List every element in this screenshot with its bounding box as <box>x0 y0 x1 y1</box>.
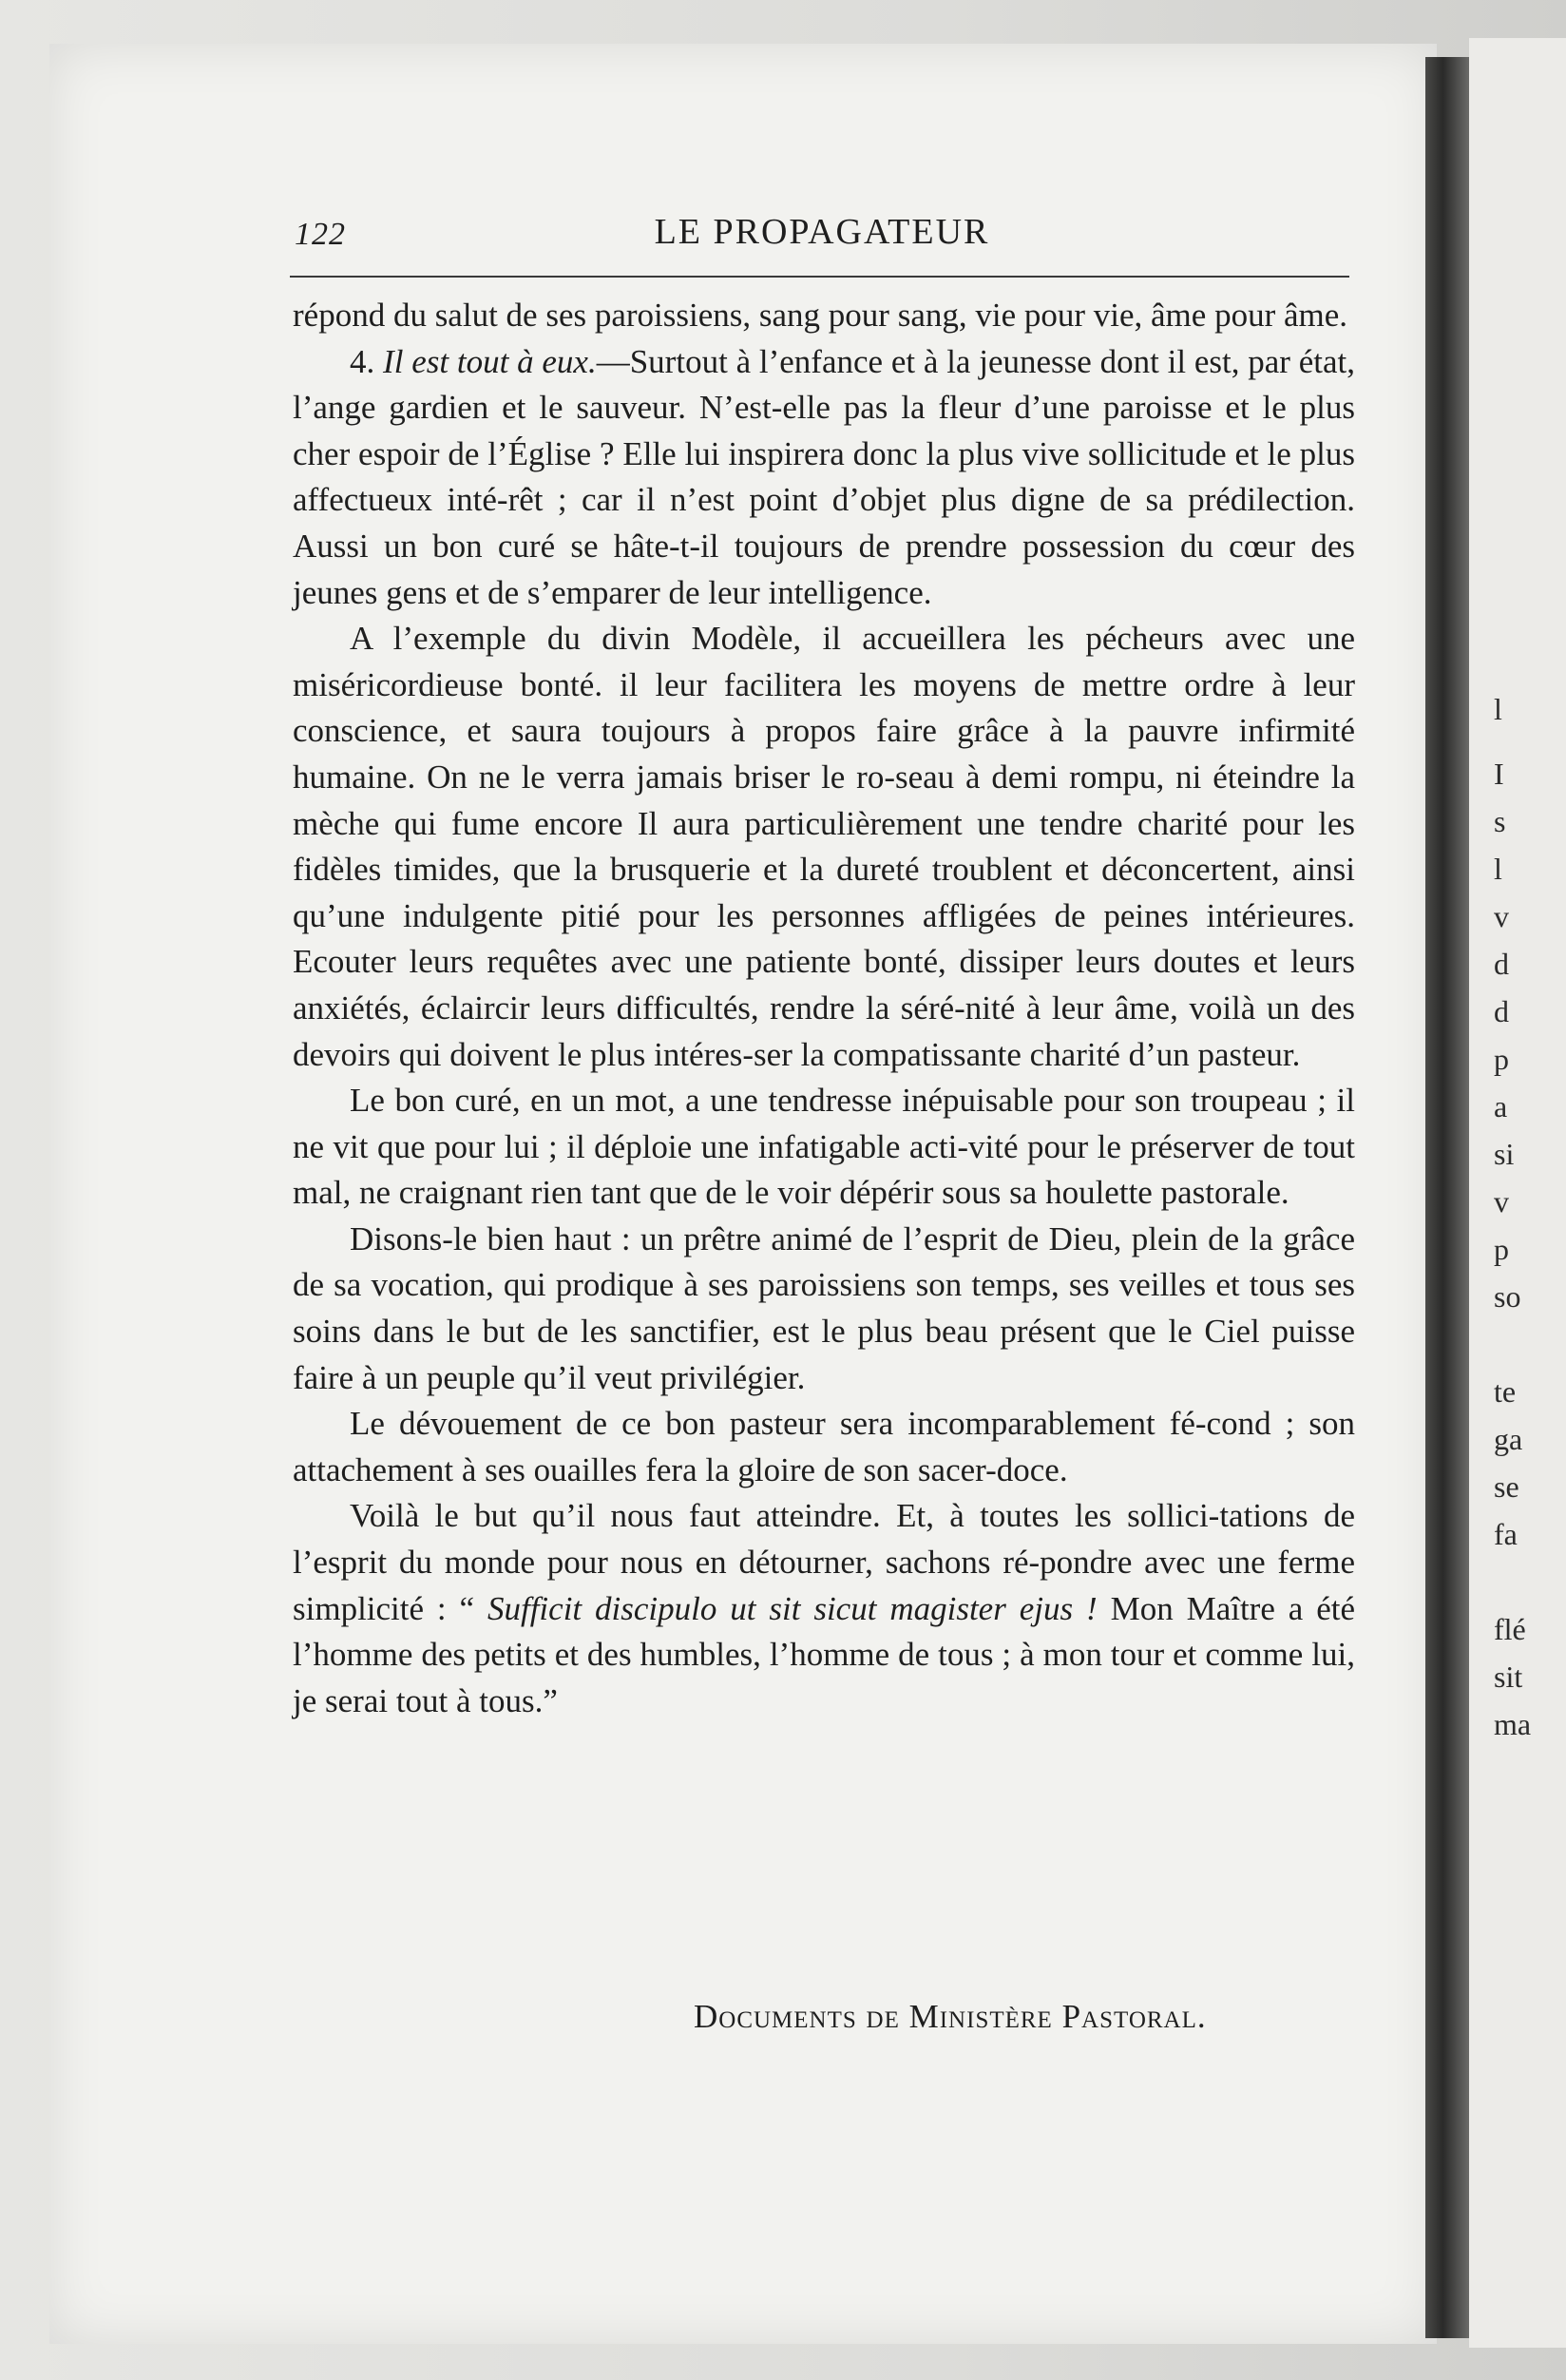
paragraph: A l’exemple du divin Modèle, il accueillera les pécheurs avec une miséricordieuse bonté. il leur facilitera les moyens de mettre ordre à leur conscience, et saura toujours à propos faire grâce à la pauvre infirmité humaine. On ne le verra jamais briser le ro-seau à demi rompu, ni éteindre la mèche qui fume encore Il aura particulièrement une tendre charité pour les fidèles timides, que la brusquerie et la dureté troublent et déconcertent, ainsi qu’une indulgente pitié pour les personnes affligées de peines intérieures. Ecouter leurs requêtes avec une patiente bonté, dissiper leurs doutes et leurs anxiétés, éclaircir leurs difficultés, rendre la séré-nité à leur âme, voilà un des devoirs qui doivent le plus intéres-ser la compatissante charité d’un pasteur. <box>293 620 1355 1073</box>
facing-fragment: flé <box>1494 1612 1526 1646</box>
facing-fragment: s <box>1494 804 1506 838</box>
facing-fragment: so <box>1494 1279 1521 1314</box>
facing-fragment: fa <box>1494 1517 1518 1551</box>
book-gutter <box>1425 57 1469 2338</box>
paragraph: Voilà le but qu’il nous faut atteindre. Et, à toutes les sollici-tations de l’esprit du monde pour nous en détourner, sachons ré-pondre avec une ferme simplicité : “ Sufficit discipulo ut sit sicut magister ejus ! Mon Maître a été l’homme des petits et des humbles, l’homme de tous ; à mon tour et comme lui, je serai tout à tous.” <box>293 1497 1355 1719</box>
latin-quotation: Sufficit discipulo ut sit sicut magister ejus ! <box>487 1589 1098 1627</box>
facing-fragment: I <box>1494 757 1504 791</box>
body-text <box>293 293 1355 1724</box>
facing-fragment: d <box>1494 947 1509 981</box>
paragraph: Disons-le bien haut : un prêtre animé de l’esprit de Dieu, plein de la grâce de sa vocation, qui prodique à ses paroissiens son temps, ses veilles et tous ses soins dans le but de les sanctifier, est le plus beau présent que le Ciel puisse faire à un peuple qu’il veut privilégier. <box>293 1219 1355 1396</box>
facing-fragment: ga <box>1494 1422 1523 1456</box>
section-heading: Il est tout à eux. <box>383 342 597 380</box>
running-title: LE PROPAGATEUR <box>654 212 990 252</box>
facing-fragment: sit <box>1494 1660 1523 1694</box>
facing-page-edge <box>1469 38 1566 2348</box>
facing-fragment: p <box>1494 1042 1509 1076</box>
paragraph: répond du salut de ses paroissiens, sang pour sang, vie pour vie, âme pour âme. <box>293 297 1348 334</box>
facing-fragment: v <box>1494 899 1509 933</box>
facing-fragment: l <box>1494 692 1502 726</box>
facing-fragment: l <box>1494 852 1502 886</box>
facing-fragment: d <box>1494 994 1509 1028</box>
facing-fragment: se <box>1494 1469 1519 1504</box>
paragraph: Le bon curé, en un mot, a une tendresse inépuisable pour son troupeau ; il ne vit que pour lui ; il déploie une infatigable acti-vité pour le préserver de tout mal, ne craignant rien tant que de le voir dépérir sous sa houlette pastorale. <box>293 1082 1355 1212</box>
facing-fragment: si <box>1494 1137 1515 1171</box>
paragraph: Le dévouement de ce bon pasteur sera incomparablement fé-cond ; son attachement à ses ouailles fera la gloire de son sacer-doce. <box>293 1405 1355 1488</box>
facing-fragment: v <box>1494 1184 1509 1219</box>
facing-fragment: te <box>1494 1374 1517 1409</box>
facing-fragment: a <box>1494 1089 1508 1123</box>
source-attribution: Documents de Ministère Pastoral. <box>694 1998 1207 2035</box>
page-number: 122 <box>295 217 346 252</box>
paragraph: 4. Il est tout à eux.—Surtout à l’enfance et à la jeunesse dont il est, par état, l’ange gardien et le sauveur. N’est-elle pas la fleur d’une paroisse et le plus cher espoir de l’Église ? Elle lui inspirera donc la plus vive sollicitude et le plus affectueux inté-rêt ; car il n’est point d’objet plus digne de sa prédilection. Aussi un bon curé se hâte-t-il toujours de prendre possession du cœur des jeunes gens et de s’emparer de leur intelligence. <box>293 342 1356 611</box>
header-rule <box>290 276 1349 278</box>
facing-fragment: p <box>1494 1232 1509 1266</box>
page-header <box>295 211 1349 259</box>
facing-fragment: ma <box>1494 1707 1532 1741</box>
